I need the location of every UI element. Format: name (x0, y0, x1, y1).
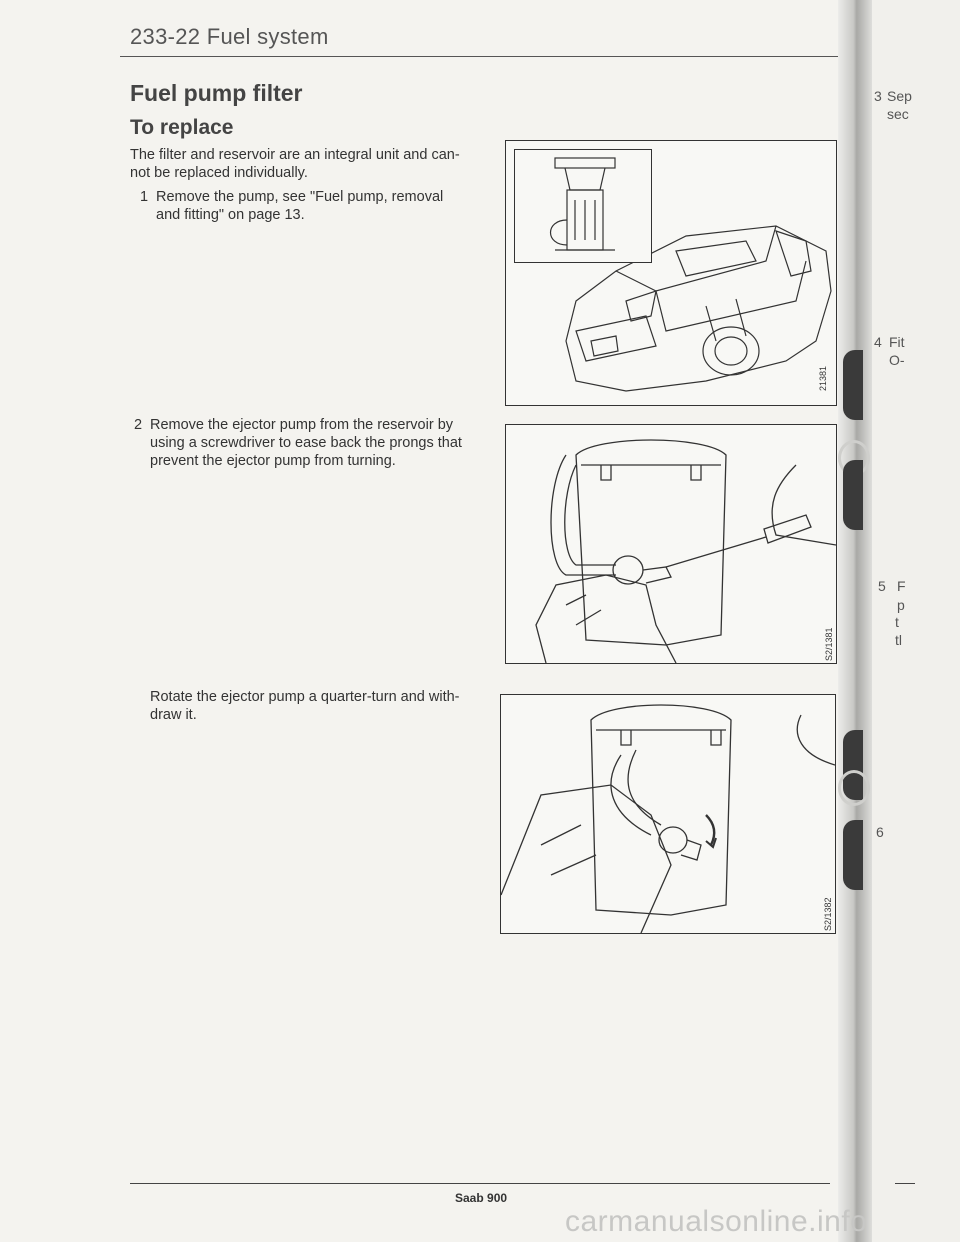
step-line: Remove the pump, see "Fuel pump, removal (156, 189, 444, 205)
figure-code: S2/1382 (823, 897, 833, 931)
step-line: and fitting" on page 13. (156, 207, 305, 223)
next-page-step-number: 5 (878, 578, 886, 594)
section-title: Fuel pump filter (130, 80, 303, 106)
footer-rule (130, 1183, 830, 1184)
intro-line: The filter and reservoir are an integral unit and can- (130, 147, 460, 163)
subsection-title: To replace (130, 116, 234, 139)
note-paragraph (150, 688, 460, 724)
next-page-text: Fit (889, 334, 905, 350)
binder-hole (843, 350, 863, 420)
binder-hole (843, 820, 863, 890)
next-page-step-number: 4 (874, 334, 882, 350)
intro-line: not be replaced individually. (130, 165, 308, 181)
next-page-text: F (897, 578, 906, 594)
ejector-screwdriver-illustration (506, 425, 836, 663)
binder-hole (843, 460, 863, 530)
figure-code: 21381 (818, 365, 828, 391)
note-line: draw it. (150, 707, 197, 723)
step-line: prevent the ejector pump from turning. (150, 453, 396, 469)
next-page-text: p (897, 597, 905, 613)
footer-rule-right (895, 1183, 915, 1184)
step-1 (140, 188, 443, 224)
figure-ejector-screwdriver (505, 424, 837, 664)
step-line: using a screwdriver to ease back the prongs that (150, 435, 462, 451)
figure-pump-inset (514, 149, 652, 263)
next-page-text: Sep (887, 88, 912, 104)
binder-gutter (838, 0, 872, 1242)
figure-code: S2/1381 (824, 627, 834, 661)
step-number: 1 (140, 189, 149, 205)
figure-car-pump (505, 140, 837, 406)
ejector-rotate-illustration (501, 695, 835, 933)
step-line: Remove the ejector pump from the reservoir by (150, 417, 454, 433)
step-number: 2 (134, 417, 143, 433)
note-line: Rotate the ejector pump a quarter-turn and with- (150, 689, 460, 705)
next-page-text: tl (895, 632, 902, 648)
next-page-text: t (895, 614, 899, 630)
next-page-step-number: 3 (874, 88, 882, 104)
page-header-title: 233-22 Fuel system (130, 24, 329, 49)
footer-text: Saab 900 (455, 1191, 508, 1205)
next-page-text: sec (887, 106, 909, 122)
next-page-text: O- (889, 352, 905, 368)
next-page-step-number: 6 (876, 824, 884, 840)
next-page-edge (872, 0, 960, 1242)
header-rule (120, 56, 840, 57)
intro-paragraph (130, 146, 460, 182)
fuel-pump-icon (515, 150, 651, 262)
watermark: carmanualsonline.info (565, 1205, 868, 1238)
binder-ring (838, 770, 870, 806)
step-2 (134, 416, 462, 470)
figure-ejector-rotate (500, 694, 836, 934)
